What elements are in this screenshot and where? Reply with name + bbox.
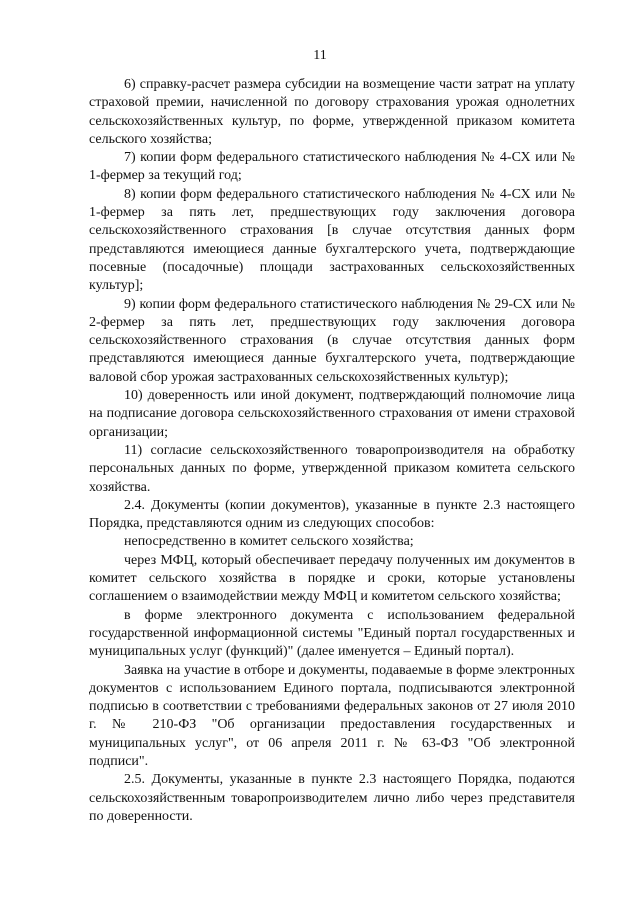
- page-number: 11: [313, 48, 327, 63]
- paragraph-item-10-power-of-attorney: 10) доверенность или иной документ, подтверждающий полномочие лица на подписание договора сельскохозяйственного страхования от имени страховой организации;: [89, 388, 575, 440]
- paragraph-method-electronic: в форме электронного документа с использованием федеральной государственной информационной системы "Единый портал государственных и муниципальных услуг (функций)" (далее именуется – Единый портал).: [89, 607, 575, 660]
- document-body: [89, 76, 575, 826]
- paragraph-item-7-statistics-current-year: 7) копии форм федерального статистического наблюдения № 4-СХ или № 1-фермер за текущий год;: [89, 150, 575, 184]
- paragraph-item-11-personal-data-consent: 11) согласие сельскохозяйственного товаропроизводителя на обработку персональных данных по форме, утвержденной приказом комитета сельского хозяйства.: [89, 442, 575, 495]
- paragraph-item-6-subsidy-calculation: 6) справку-расчет размера субсидии на возмещение части затрат на уплату страховой премии, начисленной по договору страхования урожая однолетних сельскохозяйственных культур, по форме, утвержденной приказом комитета сельского хозяйства;: [89, 77, 575, 147]
- paragraph-method-direct: непосредственно в комитет сельского хозяйства;: [124, 534, 414, 550]
- paragraph-2-5-personal-submission: 2.5. Документы, указанные в пункте 2.3 настоящего Порядка, подаются сельскохозяйственным товаропроизводителем лично либо через представителя по доверенности.: [89, 772, 575, 824]
- paragraph-item-8-statistics-five-years: 8) копии форм федерального статистического наблюдения № 4-СХ или № 1-фермер за пять лет, предшествующих году заключения договора сельскохозяйственного страхования [в случае отсутствия данных форм представляются имеющиеся данные бухгалтерского учета, подтверждающие посевные (посадочные) площади застрахованных сельскохозяйственных культур];: [89, 186, 575, 294]
- paragraph-electronic-signature: Заявка на участие в отборе и документы, подаваемые в форме электронных документов с использованием Единого портала, подписываются электронной подписью в соответствии с требованиями федеральных законов от 27 июля 2010 г. № 210-ФЗ "Об организации предоставления государственных и муниципальных услуг", от 06 апреля 2011 г. № 63-ФЗ "Об электронной подписи".: [89, 662, 575, 769]
- paragraph-2-4-submission-methods: 2.4. Документы (копии документов), указанные в пункте 2.3 настоящего Порядка, представляются одним из следующих способов:: [89, 497, 575, 532]
- paragraph-item-9-statistics-yield: 9) копии форм федерального статистического наблюдения № 29-СХ или № 2-фермер за пять лет, предшествующих году заключения договора сельскохозяйственного страхования (в случае отсутствия данных форм представляются имеющиеся данные бухгалтерского учета, подтверждающие валовой сбор урожая застрахованных сельскохозяйственных культур);: [89, 296, 575, 385]
- paragraph-method-mfc: через МФЦ, который обеспечивает передачу полученных им документов в комитет сельского хозяйства в порядке и сроки, которые установлены соглашением о взаимодействии между МФЦ и комитетом сельского хозяйства;: [89, 552, 575, 605]
